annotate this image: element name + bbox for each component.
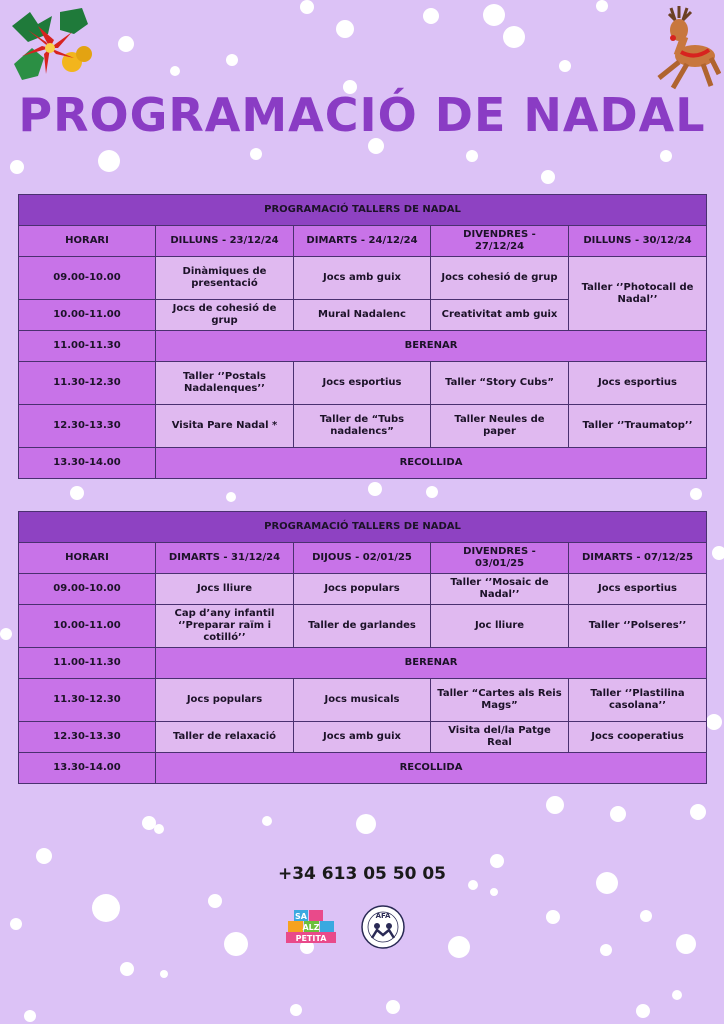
schedule-table-1 xyxy=(18,194,707,479)
table-title: PROGRAMACIÓ TALLERS DE NADAL xyxy=(19,195,707,226)
time-cell: 12.30-13.30 xyxy=(19,722,156,753)
activity-cell: Taller ‘’Photocall de Nadal’’ xyxy=(569,257,707,331)
schedule-table-2 xyxy=(18,511,707,784)
table-row xyxy=(19,574,707,605)
table-row xyxy=(19,448,707,479)
column-header: DIMARTS - 07/12/25 xyxy=(569,543,707,574)
svg-text:SA: SA xyxy=(295,912,307,921)
activity-cell: Jocs populars xyxy=(294,574,431,605)
table-row xyxy=(19,257,707,300)
header-row xyxy=(19,226,707,257)
column-header: DIMARTS - 24/12/24 xyxy=(294,226,431,257)
activity-cell: Joc lliure xyxy=(431,605,569,648)
activity-cell: Taller ‘’Mosaic de Nadal’’ xyxy=(431,574,569,605)
activity-cell: Jocs lliure xyxy=(156,574,294,605)
activity-cell: Jocs amb guix xyxy=(294,722,431,753)
column-header: DIVENDRES - 27/12/24 xyxy=(431,226,569,257)
column-header: HORARI xyxy=(19,543,156,574)
activity-cell: Visita Pare Nadal * xyxy=(156,405,294,448)
activity-cell: Jocs esportius xyxy=(569,574,707,605)
activity-cell: Jocs cohesió de grup xyxy=(431,257,569,300)
column-header: DILLUNS - 30/12/24 xyxy=(569,226,707,257)
time-cell: 09.00-10.00 xyxy=(19,574,156,605)
activity-cell: Taller ‘’Plastilina casolana’’ xyxy=(569,679,707,722)
column-header: DILLUNS - 23/12/24 xyxy=(156,226,294,257)
table-row xyxy=(19,648,707,679)
activity-cell: Taller ‘’Traumatop’’ xyxy=(569,405,707,448)
table-title: PROGRAMACIÓ TALLERS DE NADAL xyxy=(19,512,707,543)
time-cell: 12.30-13.30 xyxy=(19,405,156,448)
table-title-row xyxy=(19,195,707,226)
column-header: HORARI xyxy=(19,226,156,257)
activity-cell: Taller de “Tubs nadalencs” xyxy=(294,405,431,448)
school-logo xyxy=(284,910,338,944)
svg-text:AFA: AFA xyxy=(375,912,391,920)
activity-cell: Jocs esportius xyxy=(569,362,707,405)
column-header: DIVENDRES - 03/01/25 xyxy=(431,543,569,574)
column-header: DIJOUS - 02/01/25 xyxy=(294,543,431,574)
table-row xyxy=(19,753,707,784)
break-cell: BERENAR xyxy=(156,331,707,362)
activity-cell: Cap d’any infantil ‘’Preparar raïm i cotilló’’ xyxy=(156,605,294,648)
activity-cell: Jocs musicals xyxy=(294,679,431,722)
table-row xyxy=(19,605,707,648)
activity-cell: Mural Nadalenc xyxy=(294,300,431,331)
time-cell: 11.00-11.30 xyxy=(19,331,156,362)
table-row xyxy=(19,362,707,405)
svg-text:PETITA: PETITA xyxy=(295,934,327,943)
time-cell: 11.00-11.30 xyxy=(19,648,156,679)
activity-cell: Taller de relaxació xyxy=(156,722,294,753)
phone-number: +34 613 05 50 05 xyxy=(277,864,447,884)
pickup-cell: RECOLLIDA xyxy=(156,753,707,784)
time-cell: 09.00-10.00 xyxy=(19,257,156,300)
activity-cell: Jocs de cohesió de grup xyxy=(156,300,294,331)
time-cell: 11.30-12.30 xyxy=(19,679,156,722)
activity-cell: Taller ‘’Polseres’’ xyxy=(569,605,707,648)
activity-cell: Taller Neules de paper xyxy=(431,405,569,448)
table-title-row xyxy=(19,512,707,543)
table-row xyxy=(19,679,707,722)
activity-cell: Visita del/la Patge Real xyxy=(431,722,569,753)
holly-icon xyxy=(8,4,92,84)
activity-cell: Taller ‘’Postals Nadalenques’’ xyxy=(156,362,294,405)
activity-cell: Jocs amb guix xyxy=(294,257,431,300)
activity-cell: Taller “Cartes als Reis Mags” xyxy=(431,679,569,722)
activity-cell: Taller “Story Cubs” xyxy=(431,362,569,405)
header-row xyxy=(19,543,707,574)
column-header: DIMARTS - 31/12/24 xyxy=(156,543,294,574)
table-row xyxy=(19,722,707,753)
activity-cell: Jocs esportius xyxy=(294,362,431,405)
break-cell: BERENAR xyxy=(156,648,707,679)
activity-cell: Jocs cooperatius xyxy=(569,722,707,753)
activity-cell: Dinàmiques de presentació xyxy=(156,257,294,300)
activity-cell: Taller de garlandes xyxy=(294,605,431,648)
pickup-cell: RECOLLIDA xyxy=(156,448,707,479)
time-cell: 13.30-14.00 xyxy=(19,448,156,479)
afa-logo xyxy=(360,904,406,950)
time-cell: 10.00-11.00 xyxy=(19,605,156,648)
time-cell: 10.00-11.00 xyxy=(19,300,156,331)
page-title: PROGRAMACIÓ DE NADAL xyxy=(18,88,706,142)
reindeer-icon xyxy=(643,4,721,92)
time-cell: 11.30-12.30 xyxy=(19,362,156,405)
activity-cell: Jocs populars xyxy=(156,679,294,722)
table-row xyxy=(19,331,707,362)
time-cell: 13.30-14.00 xyxy=(19,753,156,784)
svg-text:ALZ: ALZ xyxy=(302,923,320,932)
activity-cell: Creativitat amb guix xyxy=(431,300,569,331)
table-row xyxy=(19,405,707,448)
